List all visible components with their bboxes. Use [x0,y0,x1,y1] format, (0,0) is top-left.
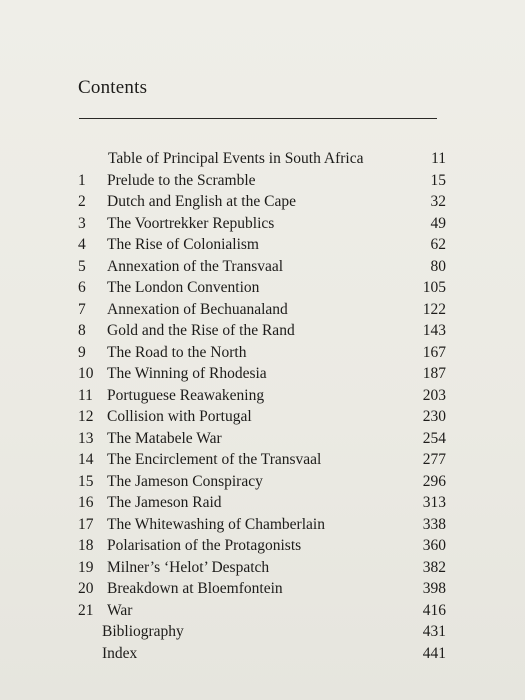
page-number: 382 [422,558,446,576]
chapter-title: Bibliography [102,623,184,640]
toc-entry [0,385,525,407]
chapter-title: The Encirclement of the Transvaal [107,451,322,468]
chapter-title: Polarisation of the Protagonists [107,537,302,554]
chapter-title: Prelude to the Scramble [107,171,256,189]
toc-entry [0,170,525,192]
page-number: 441 [422,644,446,662]
toc-entry [0,557,525,579]
chapter-title: The Voortrekker Republics [107,214,275,232]
chapter-number: 5 [78,257,86,275]
toc-entry [0,299,525,321]
toc-entry [0,363,525,385]
page-number: 167 [422,343,446,361]
page-number: 431 [422,623,446,640]
chapter-title: Breakdown at Bloemfontein [107,580,283,597]
toc-entry [0,514,525,536]
page-number: 105 [422,279,446,296]
chapter-number: 15 [78,472,94,490]
chapter-title: Annexation of Bechuanaland [107,300,288,318]
chapter-title: The Road to the North [107,343,247,361]
chapter-number: 19 [78,558,94,576]
page-number: 32 [430,193,446,210]
chapter-number: 9 [78,343,86,361]
page-number: 338 [422,515,446,533]
chapter-number: 17 [78,515,94,533]
chapter-title: Table of Principal Events in South Africa [108,150,364,167]
page-number: 187 [422,365,446,382]
toc-entry [0,578,525,600]
page-number: 416 [422,601,446,619]
chapter-title: The Whitewashing of Chamberlain [107,515,325,533]
chapter-number: 8 [78,322,86,339]
toc-entry [0,234,525,256]
chapter-number: 21 [78,601,94,619]
page-number: 277 [422,451,446,468]
chapter-number: 14 [78,451,94,468]
page-number: 122 [422,300,446,318]
table-of-contents [0,148,525,664]
toc-entry [0,621,525,643]
toc-entry [0,342,525,364]
page-number: 143 [422,322,446,339]
page-number: 360 [422,537,446,554]
chapter-title: Index [102,644,138,662]
chapter-title: The Winning of Rhodesia [107,365,267,382]
chapter-title: The Jameson Conspiracy [107,472,263,490]
chapter-number: 7 [78,300,86,318]
page-number: 296 [422,472,446,490]
toc-entry [0,492,525,514]
chapter-title: Gold and the Rise of the Rand [107,322,295,339]
chapter-title: The London Convention [107,279,260,296]
page-number: 11 [431,150,446,167]
chapter-number: 13 [78,429,94,447]
toc-entry [0,320,525,342]
page-number: 230 [422,408,446,425]
page-number: 254 [422,429,446,447]
page-number: 15 [430,171,446,189]
chapter-title: Milner’s ‘Helot’ Despatch [107,558,270,576]
chapter-number: 10 [78,365,94,382]
chapter-number: 16 [78,494,94,511]
page-number: 203 [422,386,446,404]
contents-heading: Contents [78,77,148,98]
chapter-title: The Jameson Raid [107,494,222,511]
chapter-number: 6 [78,279,86,296]
chapter-title: Dutch and English at the Cape [107,193,296,210]
toc-entry [0,213,525,235]
toc-entry [0,535,525,557]
toc-entry [0,600,525,622]
toc-entry [0,406,525,428]
page-number: 313 [422,494,446,511]
page-number: 398 [422,580,446,597]
toc-entry [0,471,525,493]
chapter-title: Annexation of the Transvaal [107,257,284,275]
toc-entry [0,191,525,213]
toc-entry [0,449,525,471]
chapter-title: Portuguese Reawakening [107,386,265,404]
chapter-title: Collision with Portugal [107,408,252,425]
chapter-number: 12 [78,408,94,425]
chapter-title: War [107,601,133,619]
heading-rule [79,118,437,119]
toc-entry [0,148,525,170]
chapter-number: 4 [78,236,86,253]
toc-entry [0,643,525,665]
chapter-number: 2 [78,193,86,210]
chapter-number: 3 [78,214,86,232]
page-number: 62 [430,236,446,253]
chapter-title: The Rise of Colonialism [107,236,259,253]
chapter-number: 20 [78,580,94,597]
chapter-title: The Matabele War [107,429,222,447]
chapter-number: 1 [78,171,86,189]
page-number: 49 [430,214,446,232]
chapter-number: 11 [78,386,93,404]
toc-entry [0,256,525,278]
chapter-number: 18 [78,537,94,554]
page-number: 80 [430,257,446,275]
toc-entry [0,428,525,450]
toc-entry [0,277,525,299]
